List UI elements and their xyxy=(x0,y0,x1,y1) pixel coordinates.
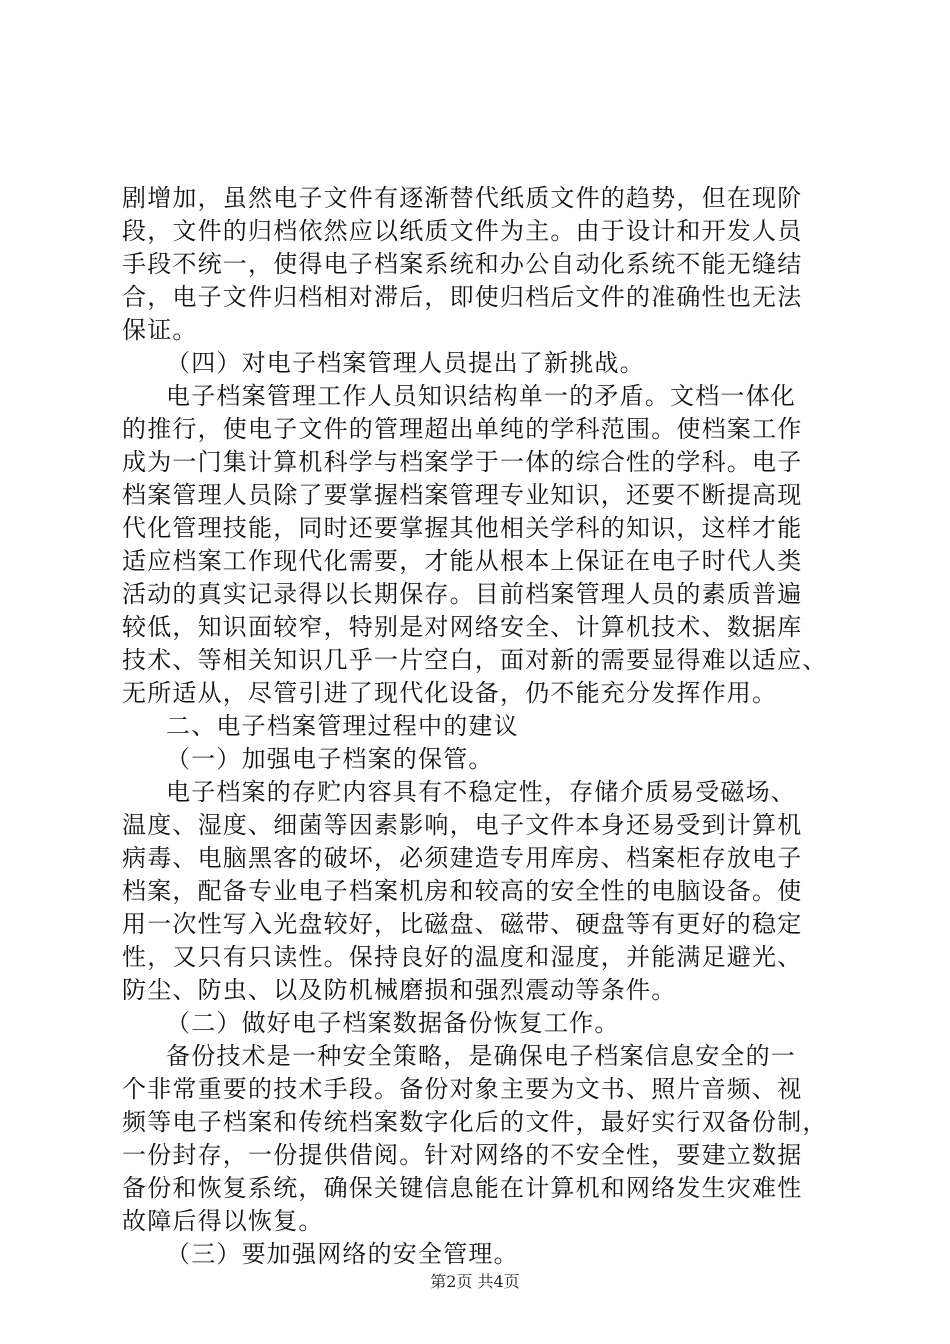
section-heading: （二）做好电子档案数据备份恢复工作。 xyxy=(166,1009,620,1037)
body-line: 剧增加，虽然电子文件有逐渐替代纸质文件的趋势，但在现阶 xyxy=(122,184,803,212)
section-heading: （四）对电子档案管理人员提出了新挑战。 xyxy=(166,349,645,377)
body-line: 备份和恢复系统，确保关键信息能在计算机和网络发生灾难性 xyxy=(122,1174,803,1202)
body-line: 段，文件的归档依然应以纸质文件为主。由于设计和开发人员 xyxy=(122,217,803,245)
body-line: 代化管理技能，同时还要掌握其他相关学科的知识，这样才能 xyxy=(122,514,803,542)
section-heading: （一）加强电子档案的保管。 xyxy=(166,745,494,773)
body-line: 成为一门集计算机科学与档案学于一体的综合性的学科。电子 xyxy=(122,448,803,476)
body-line: 防尘、防虫、以及防机械磨损和强烈震动等条件。 xyxy=(122,976,677,1004)
body-line: 档案，配备专业电子档案机房和较高的安全性的电脑设备。使 xyxy=(122,877,803,905)
body-line: 合，电子文件归档相对滞后，即使归档后文件的准确性也无法 xyxy=(122,283,803,311)
body-line: 档案管理人员除了要掌握档案管理专业知识，还要不断提高现 xyxy=(122,481,803,509)
body-line: 的推行，使电子文件的管理超出单纯的学科范围。使档案工作 xyxy=(122,415,803,443)
body-line: 无所适从，尽管引进了现代化设备，仍不能充分发挥作用。 xyxy=(122,679,778,707)
body-line: 个非常重要的技术手段。备份对象主要为文书、照片音频、视 xyxy=(122,1075,803,1103)
chapter-heading: 二、电子档案管理过程中的建议 xyxy=(166,712,519,740)
paragraph-start: 电子档案的存贮内容具有不稳定性，存储介质易受磁场、 xyxy=(166,778,796,806)
body-line: 用一次性写入光盘较好，比磁盘、磁带、硬盘等有更好的稳定 xyxy=(122,910,803,938)
body-line: 保证。 xyxy=(122,316,198,344)
body-line: 活动的真实记录得以长期保存。目前档案管理人员的素质普遍 xyxy=(122,580,803,608)
page-footer: 第2页 共4页 xyxy=(430,1272,520,1291)
body-line: 病毒、电脑黑客的破坏，必须建造专用库房、档案柜存放电子 xyxy=(122,844,803,872)
body-line: 手段不统一，使得电子档案系统和办公自动化系统不能无缝结 xyxy=(122,250,803,278)
body-line: 性，又只有只读性。保持良好的温度和湿度，并能满足避光、 xyxy=(122,943,803,971)
body-line: 技术、等相关知识几乎一片空白，面对新的需要显得难以适应、 xyxy=(122,646,828,674)
paragraph-start: 备份技术是一种安全策略，是确保电子档案信息安全的一 xyxy=(166,1042,796,1070)
body-line: 一份封存，一份提供借阅。针对网络的不安全性，要建立数据 xyxy=(122,1141,803,1169)
body-line: 适应档案工作现代化需要，才能从根本上保证在电子时代人类 xyxy=(122,547,803,575)
body-line: 较低，知识面较窄，特别是对网络安全、计算机技术、数据库 xyxy=(122,613,803,641)
body-line: 频等电子档案和传统档案数字化后的文件，最好实行双备份制， xyxy=(122,1108,828,1136)
body-line: 温度、湿度、细菌等因素影响，电子文件本身还易受到计算机 xyxy=(122,811,803,839)
body-line: 故障后得以恢复。 xyxy=(122,1207,324,1235)
paragraph-start: 电子档案管理工作人员知识结构单一的矛盾。文档一体化 xyxy=(166,382,796,410)
section-heading: （三）要加强网络的安全管理。 xyxy=(166,1240,519,1268)
